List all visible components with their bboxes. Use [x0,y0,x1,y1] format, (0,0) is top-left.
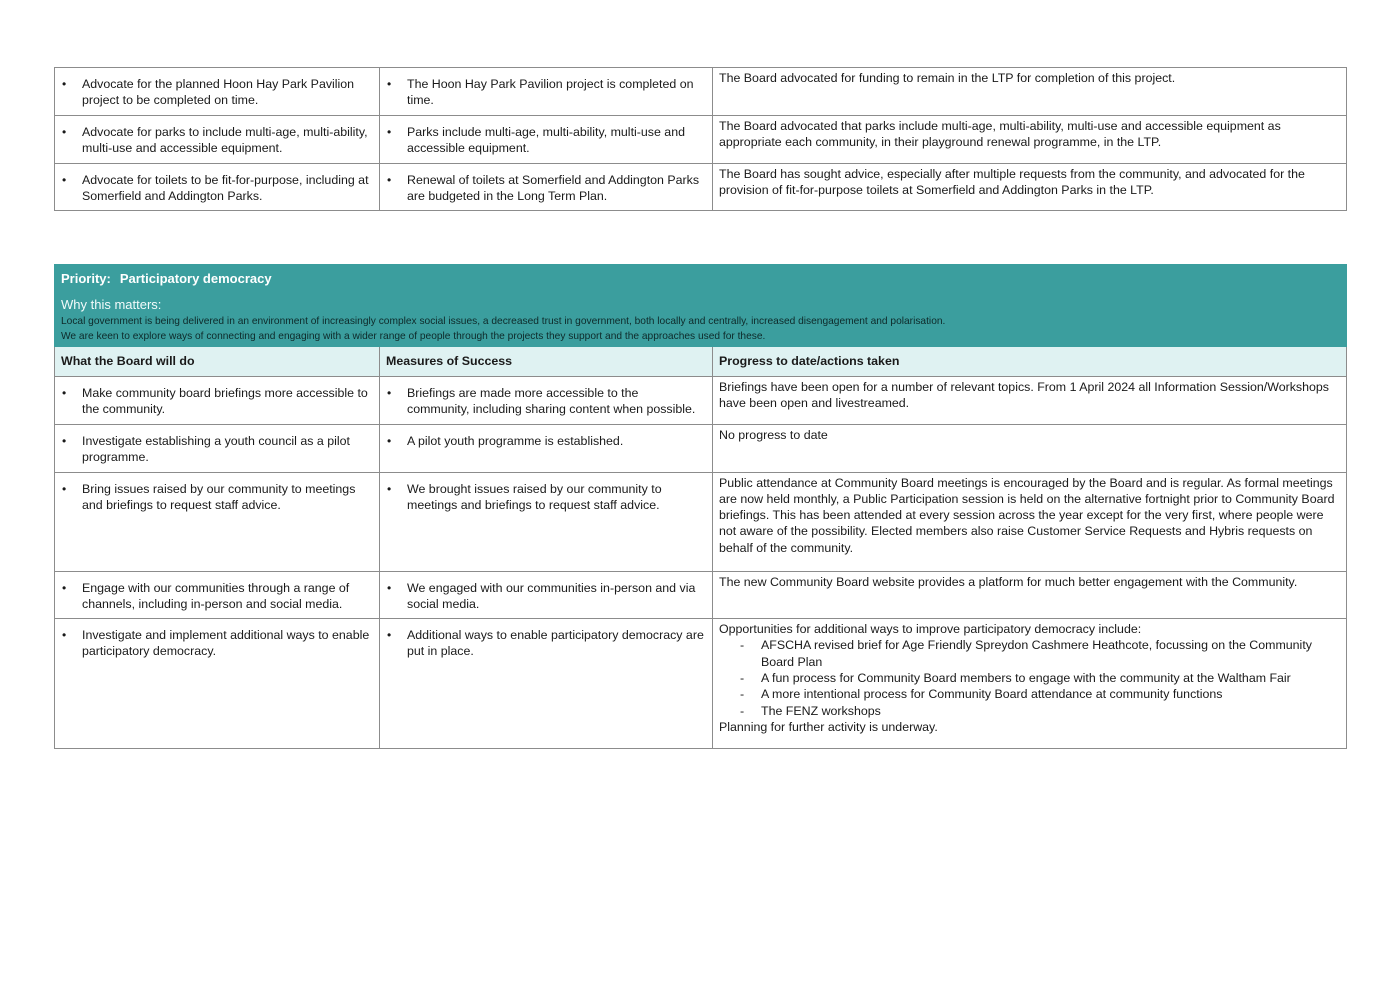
measure-cell [380,425,713,473]
table-row [55,619,1347,749]
bullet-item: • Investigate and implement additional ways to enable participatory democracy. [61,627,371,660]
progress-outro: Planning for further activity is underway. [719,719,938,734]
progress-cell: The new Community Board website provides a platform for much better engagement with the Community. [713,571,1347,619]
column-header-row [55,347,1347,377]
bullet-item: • Bring issues raised by our community to meetings and briefings to request staff advice. [61,481,371,514]
why-this-matters [55,295,1347,347]
action-cell [55,377,380,425]
list-item: - The FENZ workshops [719,703,1338,719]
bullet-item: • We brought issues raised by our community to meetings and briefings to request staff advice. [386,481,704,514]
action-cell [55,68,380,116]
why-row [55,295,1347,347]
progress-intro: Opportunities for additional ways to improve participatory democracy include: [719,622,1142,637]
list-item: - AFSCHA revised brief for Age Friendly Spreydon Cashmere Heathcote, focussing on the Community Board Plan [719,637,1338,670]
list-item: - A more intentional process for Community Board attendance at community functions [719,686,1338,702]
progress-cell: Public attendance at Community Board meetings is encouraged by the Board and is regular. As formal meetings are now held monthly, a Public Participation session is held on the alternative fortnight prior to Community Board briefings. This has been attended at every session across the year except for the very first, where people were not aware of the possibility. Elected members also raise Customer Service Requests and Hybris requests on behalf of the community. [713,472,1347,571]
action-cell [55,472,380,571]
list-item: - A fun process for Community Board members to engage with the community at the Waltham Fair [719,670,1338,686]
bullet-item: • Advocate for parks to include multi-age, multi-ability, multi-use and accessible equipment. [61,124,371,157]
why-line: We are keen to explore ways of connecting and engaging with a wider range of people through the projects they support and the approaches used for these. [61,331,766,342]
priority-participatory-democracy-table [54,264,1347,749]
opportunities-list [719,637,1338,718]
measure-cell [380,571,713,619]
action-cell [55,619,380,749]
action-cell [55,571,380,619]
measure-cell [380,115,713,163]
priority-label: Priority: [61,271,111,287]
table-row [55,472,1347,571]
table-row [55,163,1347,211]
bullet-item: • Advocate for toilets to be fit-for-purpose, including at Somerfield and Addington Parks. [61,172,371,205]
progress-cell: The Board has sought advice, especially after multiple requests from the community, and advocated for the provision of fit-for-purpose toilets at Somerfield and Addington Parks in the LTP. [713,163,1347,211]
priority-name: Participatory democracy [119,271,272,287]
progress-cell: Briefings have been open for a number of relevant topics. From 1 April 2024 all Information Session/Workshops have been open and livestreamed. [713,377,1347,425]
why-line: Local government is being delivered in an environment of increasingly complex social issues, a decreased trust in government, both locally and centrally, increased disengagement and polarisation. [61,316,946,327]
action-cell [55,115,380,163]
progress-cell: No progress to date [713,425,1347,473]
measure-cell [380,68,713,116]
priority-title [55,265,1347,295]
bullet-item: • Parks include multi-age, multi-ability, multi-use and accessible equipment. [386,124,704,157]
bullet-item: • The Hoon Hay Park Pavilion project is completed on time. [386,76,704,109]
column-header-progress: Progress to date/actions taken [713,347,1347,377]
bullet-item: • Additional ways to enable participatory democracy are put in place. [386,627,704,660]
measure-cell [380,619,713,749]
column-header-action: What the Board will do [55,347,380,377]
table-row [55,68,1347,116]
table-row [55,115,1347,163]
progress-cell: The Board advocated that parks include multi-age, multi-ability, multi-use and accessible equipment as appropriate each community, in their playground renewal programme, in the LTP. [713,115,1347,163]
table-row [55,425,1347,473]
bullet-item: • Make community board briefings more accessible to the community. [61,385,371,418]
column-header-measure: Measures of Success [380,347,713,377]
bullet-item: • Investigate establishing a youth council as a pilot programme. [61,433,371,466]
bullet-item: • Advocate for the planned Hoon Hay Park Pavilion project to be completed on time. [61,76,371,109]
table-row [55,377,1347,425]
measure-cell [380,377,713,425]
measure-cell [380,472,713,571]
action-cell [55,163,380,211]
bullet-item: • Renewal of toilets at Somerfield and Addington Parks are budgeted in the Long Term Plan. [386,172,704,205]
parks-actions-table [54,67,1347,211]
action-cell [55,425,380,473]
why-heading: Why this matters: [61,297,162,312]
priority-title-row [55,265,1347,295]
table-row [55,571,1347,619]
measure-cell [380,163,713,211]
bullet-item: • We engaged with our communities in-person and via social media. [386,580,704,613]
progress-cell [713,619,1347,749]
progress-cell: The Board advocated for funding to remain in the LTP for completion of this project. [713,68,1347,116]
bullet-item: • A pilot youth programme is established. [386,433,704,449]
bullet-item: • Briefings are made more accessible to the community, including sharing content when possible. [386,385,704,418]
bullet-item: • Engage with our communities through a range of channels, including in-person and social media. [61,580,371,613]
